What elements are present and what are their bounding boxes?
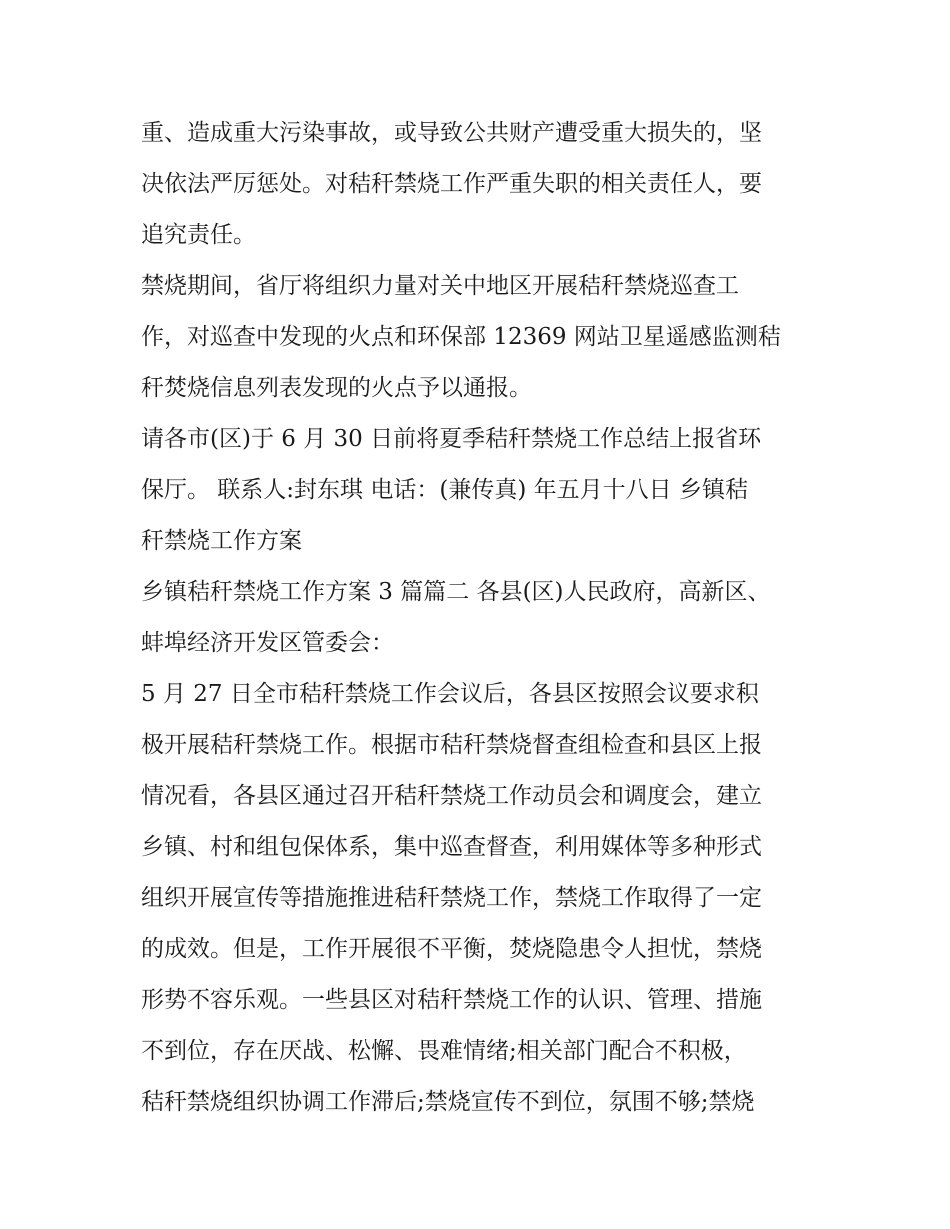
text-line: 的成效。但是，工作开展很不平衡，焚烧隐患令人担忧，禁烧 xyxy=(141,936,762,962)
text-line: 不到位，存在厌战、松懈、畏难情绪;相关部门配合不积极， xyxy=(141,1038,747,1064)
text-line: 组织开展宣传等措施推进秸秆禁烧工作，禁烧工作取得了一定 xyxy=(141,885,762,911)
text-line: 乡镇秸秆禁烧工作方案 3 篇篇二 各县(区)人民政府，高新区、 xyxy=(141,579,771,605)
text-line: 形势不容乐观。一些县区对秸秆禁烧工作的认识、管理、措施 xyxy=(141,987,762,1013)
text-line: 保厅。 联系人:封东琪 电话：(兼传真) 年五月十八日 乡镇秸 xyxy=(141,477,748,503)
text-line: 决依法严厉惩处。对秸秆禁烧工作严重失职的相关责任人，要 xyxy=(141,171,762,197)
text-line: 乡镇、村和组包保体系，集中巡查督查，利用媒体等多种形式 xyxy=(141,834,762,860)
text-line: 极开展秸秆禁烧工作。根据市秸秆禁烧督查组检查和县区上报 xyxy=(141,732,762,758)
text-line: 秆禁烧工作方案 xyxy=(141,528,302,554)
text-line: 情况看，各县区通过召开秸秆禁烧工作动员会和调度会，建立 xyxy=(141,783,762,809)
text-line: 作，对巡查中发现的火点和环保部 12369 网站卫星遥感监测秸 xyxy=(141,324,781,350)
text-line: 请各市(区)于 6 月 30 日前将夏季秸秆禁烧工作总结上报省环 xyxy=(141,426,762,452)
text-line: 秆焚烧信息列表发现的火点予以通报。 xyxy=(141,375,532,401)
text-line: 禁烧期间，省厅将组织力量对关中地区开展秸秆禁烧巡查工 xyxy=(141,273,739,299)
text-line: 追究责任。 xyxy=(141,222,256,248)
text-line: 蚌埠经济开发区管委会： xyxy=(141,630,394,656)
text-line: 重、造成重大污染事故，或导致公共财产遭受重大损失的，坚 xyxy=(141,120,762,146)
text-line: 5 月 27 日全市秸秆禁烧工作会议后，各县区按照会议要求积 xyxy=(141,681,759,707)
document-body xyxy=(141,108,821,1128)
text-line: 秸秆禁烧组织协调工作滞后;禁烧宣传不到位，氛围不够;禁烧 xyxy=(141,1089,755,1115)
